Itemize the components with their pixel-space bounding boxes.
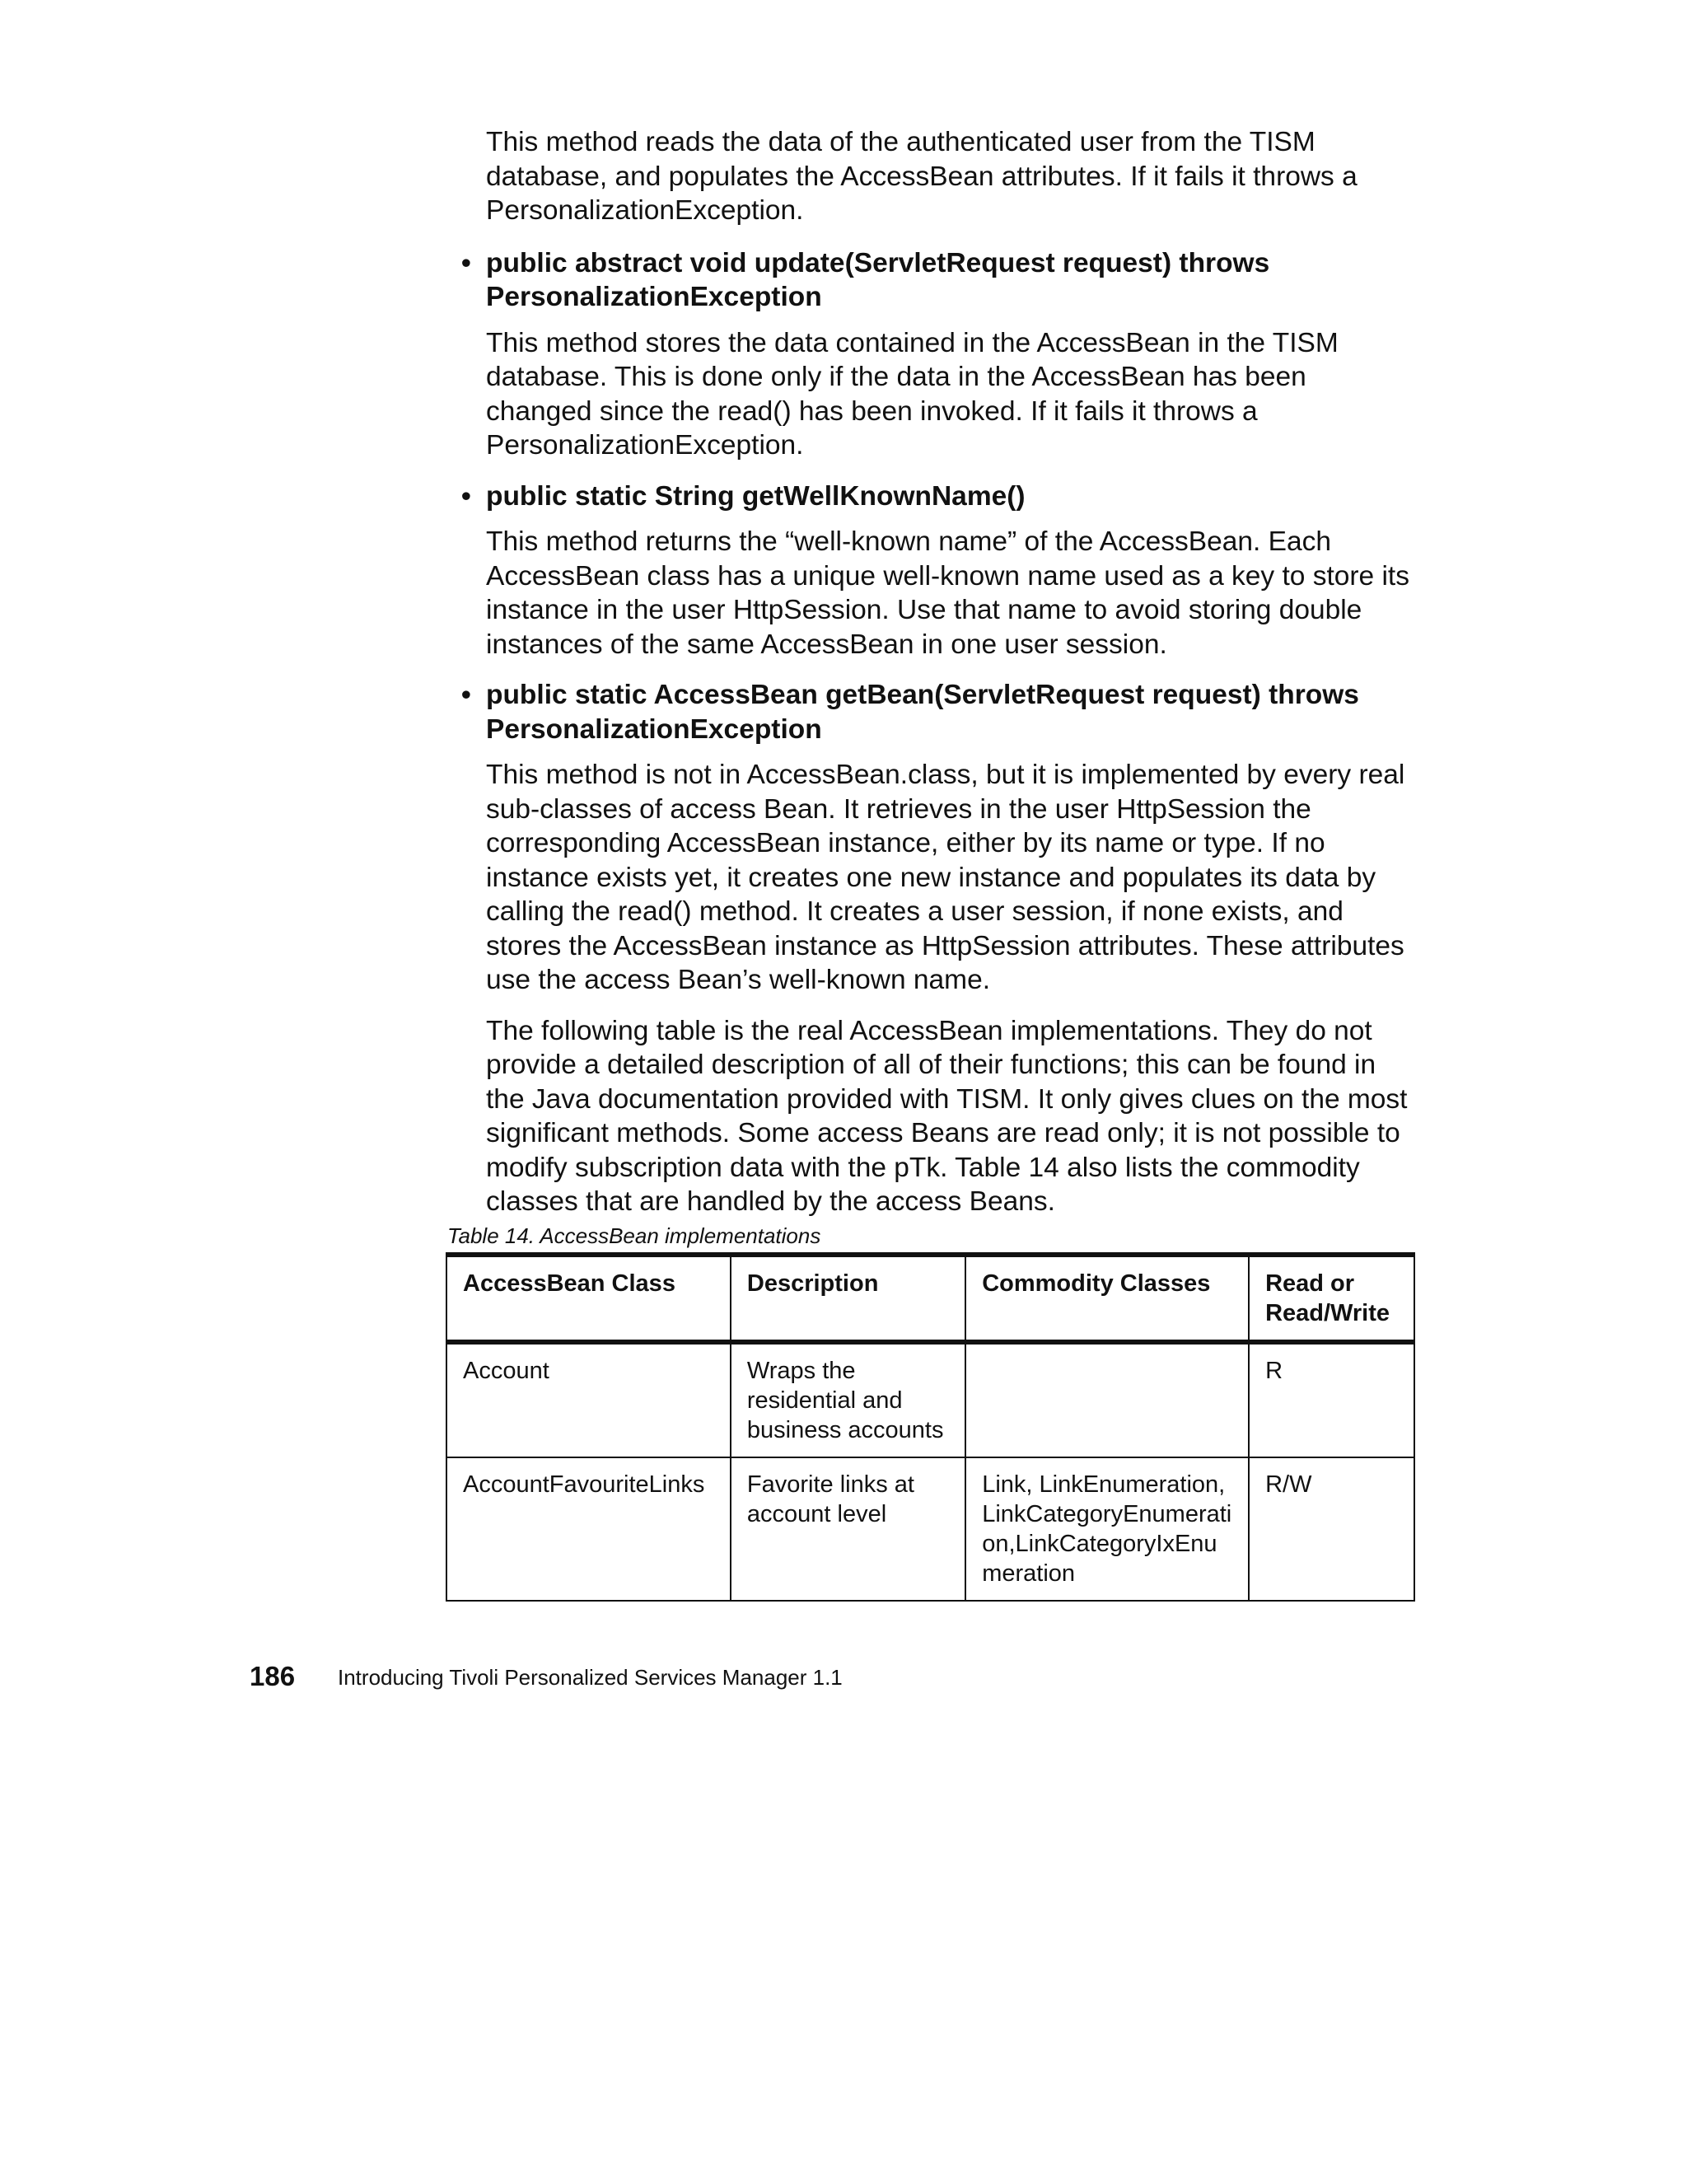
method-update [461,246,1417,463]
page-number: 186 [250,1661,296,1691]
page-body [461,125,1417,1237]
table-row [446,1457,1414,1601]
cell-read-write: R/W [1249,1457,1414,1601]
bullet-marker: • [461,247,471,278]
method-description: This method is not in AccessBean.class, but it is implemented by every real sub-classes of access Bean. It retrieves in the user HttpSession the corresponding AccessBean instance, either by its name or type. If no instance exists yet, it creates one new instance and populates its data by calling the read() method. It creates a user session, if none exists, and stores the AccessBean instance as HttpSession attributes. These attributes use the access Bean’s well-known name. [486,760,1405,995]
table-caption: Table 14. AccessBean implementations [447,1223,821,1248]
header-commodity-classes: Commodity Classes [965,1255,1249,1342]
cell-class: Account [446,1342,731,1457]
method-signature: public abstract void update(ServletRequest request) throws PersonalizationException [486,247,1270,312]
header-read-write-line1: Read or [1265,1270,1355,1297]
method-description: This method stores the data contained in the AccessBean in the TISM database. This is done only if the data in the AccessBean has been changed since the read() has been invoked. If it fails it throws a PersonalizationException. [486,327,1339,461]
method-description: This method returns the “well-known name” of the AccessBean. Each AccessBean class has a unique well-known name used as a key to store its instance in the user HttpSession. Use that name to avoid storing double instances of the same AccessBean in one user session. [486,526,1409,660]
method-get-bean [461,678,1417,998]
header-description: Description [731,1255,965,1342]
header-accessbean-class: AccessBean Class [446,1255,731,1342]
cell-description: Wraps the residential and business accounts [731,1342,965,1457]
cell-commodity: Link, LinkEnumeration, LinkCategoryEnumeration,LinkCategoryIxEnumeration [965,1457,1249,1601]
book-title: Introducing Tivoli Personalized Services Manager 1.1 [338,1665,843,1690]
cell-read-write: R [1249,1342,1414,1457]
cell-commodity [965,1342,1249,1457]
bullet-marker: • [461,680,471,710]
closing-paragraph: The following table is the real AccessBean implementations. They do not provide a detailed description of all of their functions; this can be found in the Java documentation provided with TISM. It only gives clues on the most significant methods. Some access Beans are read only; it is not possible to modify subscription data with the pTk. Table 14 also lists the commodity classes that are handled by the access Beans. [486,1015,1408,1217]
cell-description: Favorite links at account level [731,1457,965,1601]
cell-class: AccountFavouriteLinks [446,1457,731,1601]
table-header-row [446,1255,1414,1342]
accessbean-table [446,1252,1415,1602]
header-read-write-line2: Read/Write [1265,1300,1390,1326]
table-row [446,1342,1414,1457]
intro-paragraph: This method reads the data of the authenticated user from the TISM database, and populates the AccessBean attributes. If it fails it throws a PersonalizationException. [486,127,1358,226]
method-signature: public static String getWellKnownName() [486,480,1026,512]
bullet-marker: • [461,480,471,512]
header-read-write [1249,1255,1414,1342]
method-get-well-known-name [461,479,1417,662]
method-signature: public static AccessBean getBean(ServletRequest request) throws PersonalizationException [486,680,1359,745]
